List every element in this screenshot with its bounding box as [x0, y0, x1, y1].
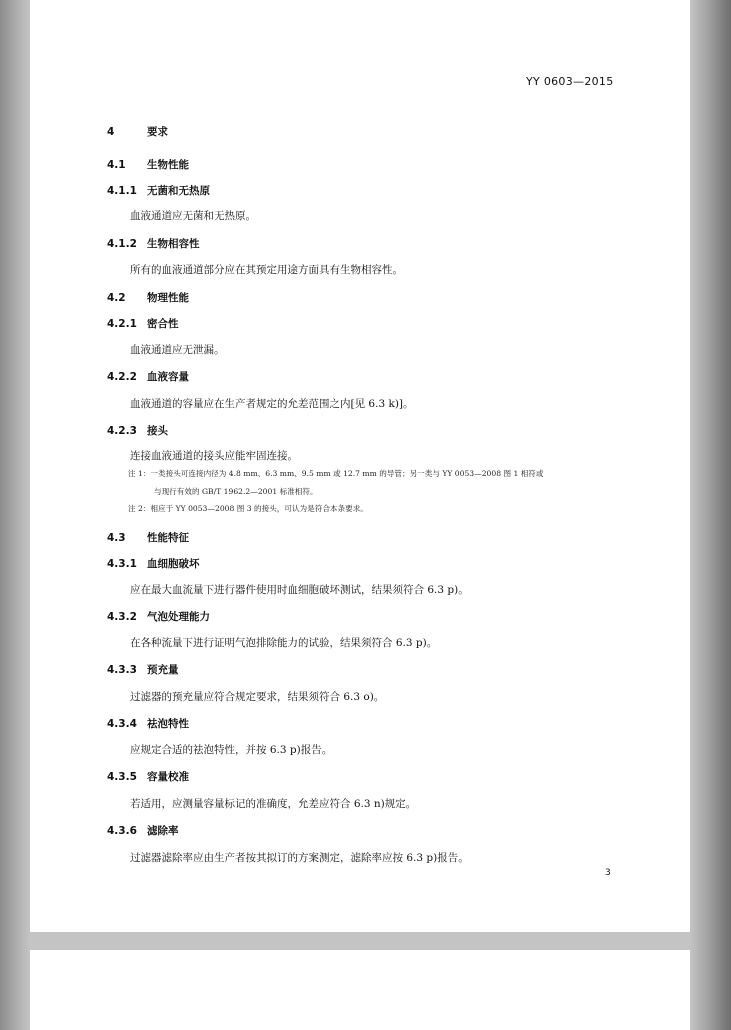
next-page — [30, 950, 690, 1030]
section-title: 血液容量 — [147, 371, 189, 383]
section-heading-4-1 — [107, 157, 189, 172]
paragraph: 所有的血液通道部分应在其预定用途方面具有生物相容性。 — [130, 264, 403, 276]
section-number: 4.2.3 — [107, 425, 137, 437]
section-title: 密合性 — [147, 318, 179, 330]
note-2: 注 2：相应于 YY 0053—2008 图 3 的接头，可认为是符合本条要求。 — [128, 504, 368, 513]
section-number: 4.3.4 — [107, 718, 137, 730]
section-heading-4-3 — [107, 530, 189, 545]
section-heading-4-3-6 — [107, 823, 179, 838]
paragraph: 血液通道的容量应在生产者规定的允差范围之内[见 6.3 k)]。 — [130, 398, 414, 410]
note-1-line-1: 注 1：一类接头可连接内径为 4.8 mm、6.3 mm、9.5 mm 或 12.7 mm 的导管；另一类与 YY 0053—2008 图 1 相符或 — [128, 469, 544, 478]
section-number: 4.1 — [107, 159, 126, 171]
paragraph: 血液通道应无泄漏。 — [130, 344, 225, 356]
section-heading-4-3-5 — [107, 769, 189, 784]
note-1-line-2: 与现行有效的 GB/T 1962.2—2001 标准相符。 — [154, 487, 318, 496]
section-title: 无菌和无热原 — [147, 185, 210, 197]
paragraph: 应规定合适的祛泡特性，并按 6.3 p)报告。 — [130, 744, 333, 756]
section-title: 祛泡特性 — [147, 718, 189, 730]
section-title: 生物相容性 — [147, 238, 200, 250]
section-heading-4-1-1 — [107, 183, 210, 198]
section-number: 4.2 — [107, 292, 126, 304]
section-number: 4.3.1 — [107, 558, 137, 570]
paragraph: 若适用，应测量容量标记的准确度，允差应符合 6.3 n)规定。 — [130, 798, 417, 810]
section-heading-4-2 — [107, 290, 189, 305]
section-number: 4.1.2 — [107, 238, 137, 250]
paragraph: 血液通道应无菌和无热原。 — [130, 210, 256, 222]
page-number: 3 — [605, 868, 611, 878]
section-title: 血细胞破坏 — [147, 558, 200, 570]
section-heading-4-3-3 — [107, 662, 179, 677]
section-heading-4-2-2 — [107, 369, 189, 384]
section-title: 要求 — [147, 126, 168, 138]
section-title: 预充量 — [147, 664, 179, 676]
section-heading-4-1-2 — [107, 236, 200, 251]
document-page — [30, 0, 690, 932]
section-heading-4-3-2 — [107, 609, 210, 624]
paragraph: 过滤器滤除率应由生产者按其拟订的方案测定，滤除率应按 6.3 p)报告。 — [130, 852, 469, 864]
doc-id-header: YY 0603—2015 — [526, 75, 614, 88]
section-heading-4 — [107, 124, 168, 139]
paragraph: 连接血液通道的接头应能牢固连接。 — [130, 450, 298, 462]
section-title: 接头 — [147, 425, 168, 437]
section-title: 生物性能 — [147, 159, 189, 171]
section-title: 滤除率 — [147, 825, 179, 837]
section-title: 容量校准 — [147, 771, 189, 783]
section-number: 4.3 — [107, 532, 126, 544]
section-title: 性能特征 — [147, 532, 189, 544]
section-number: 4.1.1 — [107, 185, 137, 197]
paragraph: 过滤器的预充量应符合规定要求，结果须符合 6.3 o)。 — [130, 691, 385, 703]
section-heading-4-3-1 — [107, 556, 200, 571]
section-number: 4.3.3 — [107, 664, 137, 676]
section-heading-4-2-1 — [107, 316, 179, 331]
section-heading-4-3-4 — [107, 716, 189, 731]
paragraph: 在各种流量下进行证明气泡排除能力的试验，结果须符合 6.3 p)。 — [130, 637, 438, 649]
section-number: 4.3.6 — [107, 825, 137, 837]
section-title: 物理性能 — [147, 292, 189, 304]
section-heading-4-2-3 — [107, 423, 168, 438]
section-title: 气泡处理能力 — [147, 611, 210, 623]
section-number: 4.2.2 — [107, 371, 137, 383]
section-number: 4.3.5 — [107, 771, 137, 783]
paragraph: 应在最大血流量下进行器件使用时血细胞破坏测试，结果须符合 6.3 p)。 — [130, 584, 469, 596]
section-number: 4 — [107, 126, 115, 138]
section-number: 4.2.1 — [107, 318, 137, 330]
section-number: 4.3.2 — [107, 611, 137, 623]
